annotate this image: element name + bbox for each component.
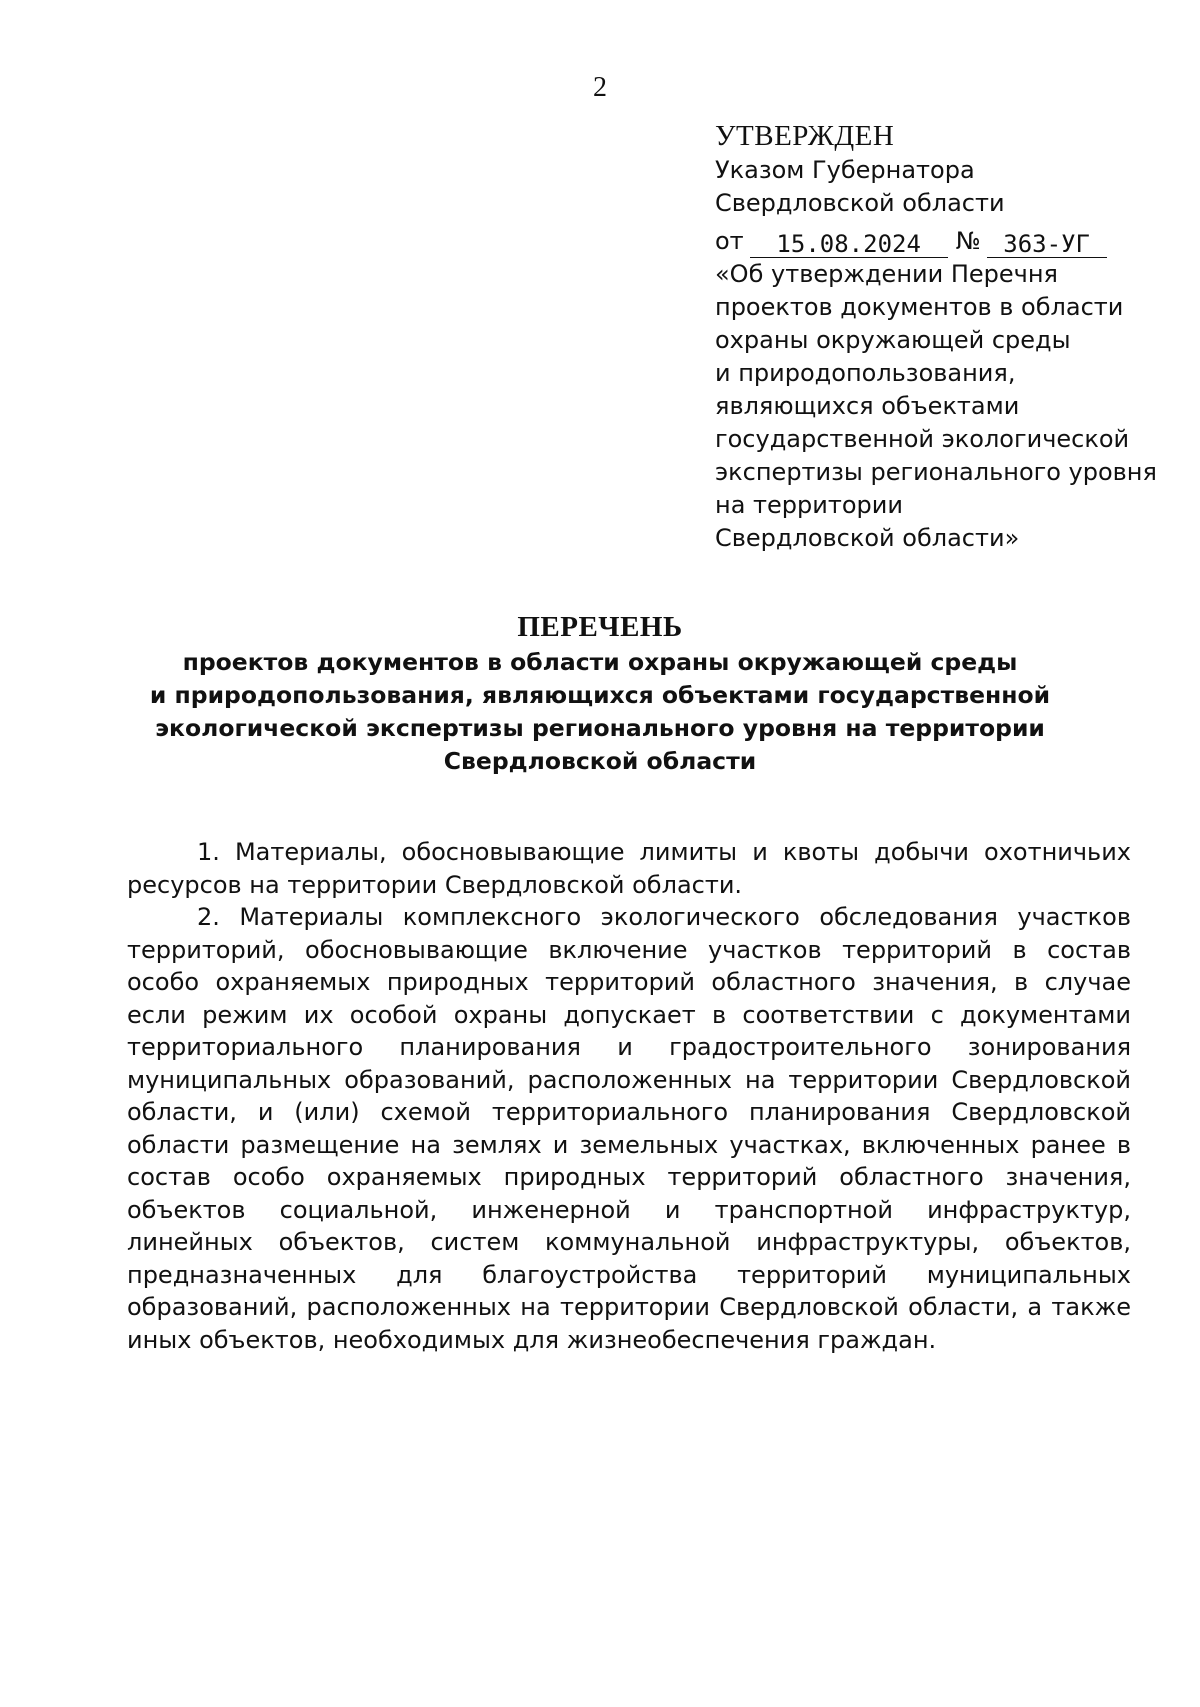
approval-subject-line: государственной экологической — [715, 425, 1130, 453]
number-sign: № — [955, 227, 981, 255]
decree-date-field: 15.08.2024 — [750, 231, 948, 258]
document-body — [127, 836, 1131, 1356]
approval-subject-line: «Об утверждении Перечня — [715, 260, 1058, 288]
document-title: ПЕРЕЧЕНЬ — [517, 611, 683, 643]
approval-subject-line: являющихся объектами — [715, 392, 1020, 420]
approval-subject-line: экспертизы регионального уровня — [715, 458, 1157, 486]
document-title-block — [0, 608, 1200, 778]
document-subtitle-line: проектов документов в области охраны окружающей среды — [182, 648, 1018, 676]
document-subtitle-line: экологической экспертизы регионального уровня на территории — [155, 714, 1045, 742]
list-item: 1. Материалы, обосновывающие лимиты и квоты добычи охотничьих ресурсов на территории Свердловской области. — [127, 838, 1131, 899]
approval-subject-line: и природопользования, — [715, 359, 1016, 387]
approval-subject-line: проектов документов в области — [715, 293, 1124, 321]
approval-date-number-line — [715, 220, 1135, 258]
approval-authority-line: Указом Губернатора — [715, 156, 975, 184]
approval-region-line: Свердловской области — [715, 189, 1005, 217]
list-item: 2. Материалы комплексного экологического обследования участков территорий, обосновывающие включение участков территорий в состав особо охраняемых природных территорий областного значения, в случае если режим их особой охраны допускает в соответствии с документами территориального планирования и градостроительного зонирования муниципальных образований, расположенных на территории Свердловской области, и (или) схемой территориального планирования Свердловской области размещение на землях и земельных участках, включенных ранее в состав особо охраняемых природных территорий областного значения, объектов социальной, инженерной и транспортной инфраструктур, линейных объектов, систем коммунальной инфраструктуры, объектов, предназначенных для благоустройства территорий муниципальных образований, расположенных на территории Свердловской области, а также иных объектов, необходимых для жизнеобеспечения граждан. — [127, 903, 1131, 1354]
document-subtitle-line: Свердловской области — [443, 747, 757, 775]
approval-subject-line: на территории — [715, 491, 903, 519]
approval-block — [715, 118, 1157, 555]
date-prefix: от — [715, 227, 744, 255]
approval-subject-line: охраны окружающей среды — [715, 326, 1071, 354]
approval-subject-line: Свердловской области» — [715, 524, 1020, 552]
decree-number-field: 363-УГ — [987, 231, 1107, 258]
document-subtitle-line: и природопользования, являющихся объектами государственной — [149, 681, 1051, 709]
approval-heading: УТВЕРЖДЕН — [715, 120, 895, 152]
page-number: 2 — [593, 72, 607, 103]
